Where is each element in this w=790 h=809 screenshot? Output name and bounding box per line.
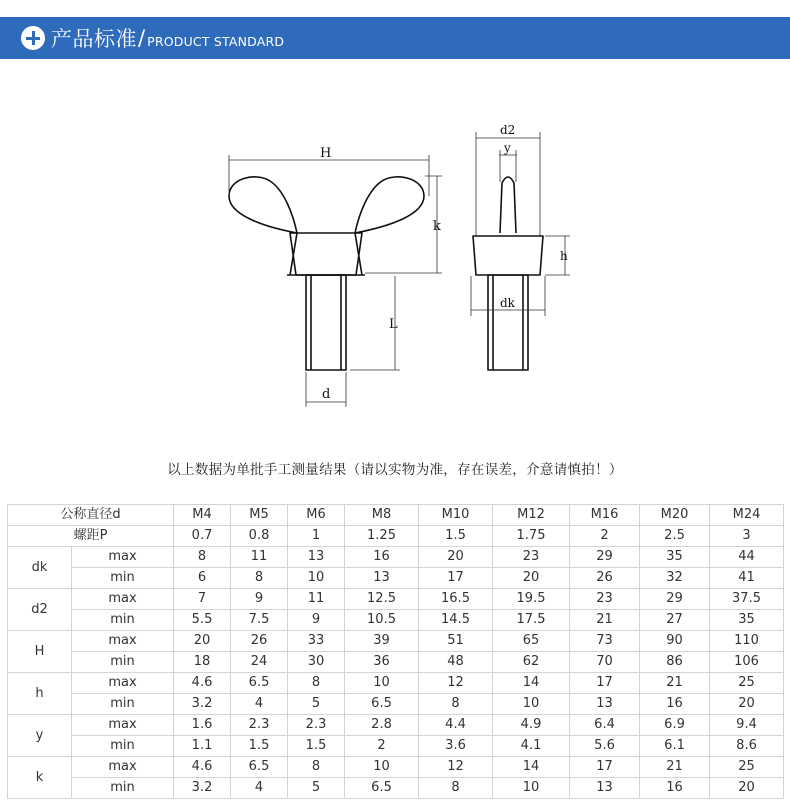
value-cell: 4.6 [174,673,231,694]
value-cell: 4 [231,694,288,715]
group-label-k: k [8,757,72,799]
value-cell: 48 [419,652,493,673]
value-cell: 2.3 [288,715,345,736]
banner-title-en: PRODUCT STANDARD [147,33,285,49]
value-cell: 30 [288,652,345,673]
value-cell: 14 [493,673,570,694]
value-cell: 9.4 [710,715,784,736]
value-cell: 19.5 [493,589,570,610]
value-cell: 20 [419,547,493,568]
table-row [8,589,784,610]
value-cell: 4.6 [174,757,231,778]
header-row [8,505,784,526]
front-view-outline [229,177,297,233]
value-cell: 2 [570,526,640,547]
value-cell: 0.8 [231,526,288,547]
value-cell: 11 [231,547,288,568]
table-row [8,652,784,673]
value-cell: 14.5 [419,610,493,631]
label-L: L [389,317,398,332]
value-cell: 6.5 [231,673,288,694]
max-label: max [72,673,174,694]
label-d: d [322,387,331,402]
value-cell: 25 [710,757,784,778]
max-label: max [72,547,174,568]
value-cell: 39 [345,631,419,652]
size-cell: M24 [710,505,784,526]
value-cell: 2 [345,736,419,757]
value-cell: 106 [710,652,784,673]
value-cell: 6.9 [640,715,710,736]
table-row [8,715,784,736]
value-cell: 13 [570,694,640,715]
value-cell: 9 [288,610,345,631]
pitch-label: 螺距P [8,526,174,547]
table-row [8,631,784,652]
value-cell: 16.5 [419,589,493,610]
value-cell: 20 [493,568,570,589]
value-cell: 2.3 [231,715,288,736]
value-cell: 29 [570,547,640,568]
value-cell: 17 [570,757,640,778]
value-cell: 8 [288,673,345,694]
value-cell: 16 [345,547,419,568]
value-cell: 10 [345,673,419,694]
banner-title-cn: 产品标准 [51,27,137,51]
side-view-outline [500,177,516,233]
value-cell: 36 [345,652,419,673]
value-cell: 8 [174,547,231,568]
value-cell: 11 [288,589,345,610]
value-cell: 73 [570,631,640,652]
table-row [8,757,784,778]
value-cell: 14 [493,757,570,778]
label-H: H [320,146,332,161]
value-cell: 20 [710,694,784,715]
value-cell: 32 [640,568,710,589]
banner-separator: / [138,26,146,50]
value-cell: 6.1 [640,736,710,757]
value-cell: 4.4 [419,715,493,736]
value-cell: 6.5 [345,694,419,715]
value-cell: 62 [493,652,570,673]
value-cell: 33 [288,631,345,652]
size-cell: M10 [419,505,493,526]
value-cell: 110 [710,631,784,652]
value-cell: 4.1 [493,736,570,757]
value-cell: 6.5 [231,757,288,778]
value-cell: 6.4 [570,715,640,736]
value-cell: 65 [493,631,570,652]
size-cell: M8 [345,505,419,526]
table-row [8,778,784,799]
group-label-dk: dk [8,547,72,589]
size-cell: M20 [640,505,710,526]
value-cell: 3.6 [419,736,493,757]
corner-cell: 公称直径d [8,505,174,526]
wing-bolt-drawing [0,110,790,420]
value-cell: 23 [570,589,640,610]
value-cell: 10.5 [345,610,419,631]
size-cell: M12 [493,505,570,526]
value-cell: 4 [231,778,288,799]
value-cell: 29 [640,589,710,610]
min-label: min [72,736,174,757]
value-cell: 16 [640,694,710,715]
value-cell: 5.5 [174,610,231,631]
table-row [8,673,784,694]
value-cell: 17.5 [493,610,570,631]
label-k: k [433,219,441,234]
value-cell: 10 [493,778,570,799]
table-row [8,568,784,589]
group-label-h: h [8,673,72,715]
value-cell: 13 [345,568,419,589]
value-cell: 9 [231,589,288,610]
size-cell: M5 [231,505,288,526]
value-cell: 5.6 [570,736,640,757]
value-cell: 37.5 [710,589,784,610]
value-cell: 20 [174,631,231,652]
value-cell: 5 [288,778,345,799]
measurement-note: 以上数据为单批手工测量结果（请以实物为准，存在误差，介意请慎拍！） [167,462,623,478]
value-cell: 8.6 [710,736,784,757]
value-cell: 17 [570,673,640,694]
value-cell: 2.8 [345,715,419,736]
value-cell: 21 [640,757,710,778]
value-cell: 8 [419,778,493,799]
value-cell: 27 [640,610,710,631]
value-cell: 41 [710,568,784,589]
value-cell: 17 [419,568,493,589]
value-cell: 1.25 [345,526,419,547]
value-cell: 21 [570,610,640,631]
value-cell: 1.5 [419,526,493,547]
value-cell: 4.9 [493,715,570,736]
value-cell: 7 [174,589,231,610]
table-row [8,610,784,631]
value-cell: 12.5 [345,589,419,610]
value-cell: 10 [345,757,419,778]
min-label: min [72,610,174,631]
value-cell: 23 [493,547,570,568]
label-dk: dk [500,296,515,310]
min-label: min [72,778,174,799]
value-cell: 12 [419,673,493,694]
value-cell: 90 [640,631,710,652]
value-cell: 1.1 [174,736,231,757]
spec-table [7,504,784,799]
value-cell: 18 [174,652,231,673]
group-label-H: H [8,631,72,673]
value-cell: 8 [231,568,288,589]
value-cell: 6.5 [345,778,419,799]
table-row [8,736,784,757]
value-cell: 35 [640,547,710,568]
value-cell: 8 [419,694,493,715]
value-cell: 1 [288,526,345,547]
value-cell: 26 [570,568,640,589]
value-cell: 13 [570,778,640,799]
label-h: h [560,249,568,263]
value-cell: 1.5 [231,736,288,757]
value-cell: 86 [640,652,710,673]
value-cell: 44 [710,547,784,568]
value-cell: 5 [288,694,345,715]
value-cell: 6 [174,568,231,589]
value-cell: 8 [288,757,345,778]
value-cell: 1.5 [288,736,345,757]
value-cell: 21 [640,673,710,694]
value-cell: 51 [419,631,493,652]
value-cell: 20 [710,778,784,799]
value-cell: 3.2 [174,778,231,799]
min-label: min [72,568,174,589]
value-cell: 25 [710,673,784,694]
value-cell: 0.7 [174,526,231,547]
value-cell: 24 [231,652,288,673]
group-label-y: y [8,715,72,757]
max-label: max [72,589,174,610]
label-d2: d2 [500,123,516,137]
value-cell: 1.75 [493,526,570,547]
max-label: max [72,631,174,652]
value-cell: 3 [710,526,784,547]
value-cell: 12 [419,757,493,778]
value-cell: 13 [288,547,345,568]
value-cell: 35 [710,610,784,631]
group-rows [8,547,784,799]
section-banner [0,17,790,59]
size-cell: M6 [288,505,345,526]
group-label-d2: d2 [8,589,72,631]
label-y: y [504,141,511,155]
value-cell: 10 [493,694,570,715]
max-label: max [72,757,174,778]
min-label: min [72,652,174,673]
plus-circle-icon [21,26,45,50]
table-row [8,694,784,715]
value-cell: 2.5 [640,526,710,547]
value-cell: 16 [640,778,710,799]
value-cell: 3.2 [174,694,231,715]
value-cell: 26 [231,631,288,652]
value-cell: 70 [570,652,640,673]
value-cell: 7.5 [231,610,288,631]
table-row [8,547,784,568]
value-cell: 1.6 [174,715,231,736]
max-label: max [72,715,174,736]
size-cell: M4 [174,505,231,526]
pitch-row [8,526,784,547]
min-label: min [72,694,174,715]
value-cell: 10 [288,568,345,589]
size-cell: M16 [570,505,640,526]
